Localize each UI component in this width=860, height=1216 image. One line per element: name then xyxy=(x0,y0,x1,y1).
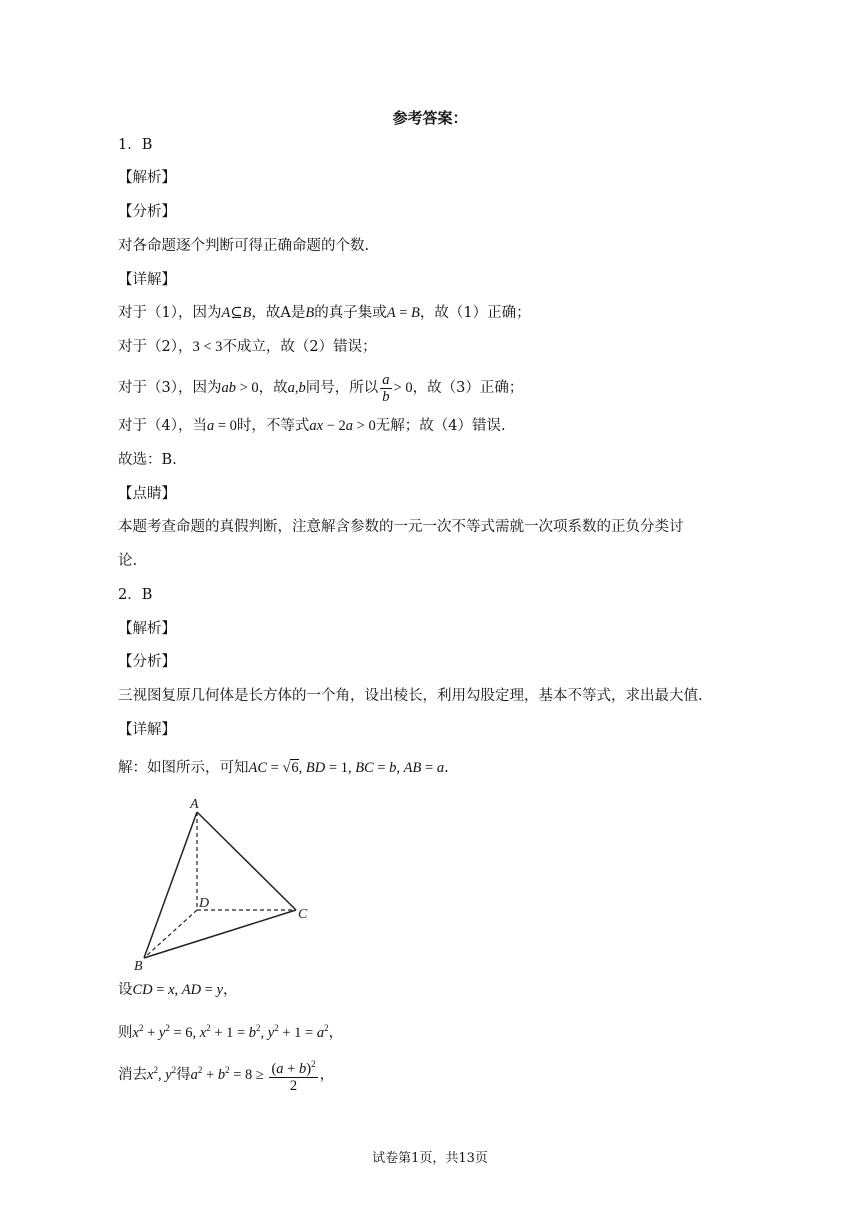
q1-xiangjie-heading: 【详解】 xyxy=(118,272,176,288)
math-expr: ax − 2a > 0 xyxy=(309,418,376,434)
text: ，故A是 xyxy=(251,305,306,321)
q1-fenxi-heading: 【分析】 xyxy=(118,204,176,220)
math-expr: a = 0 xyxy=(206,418,237,434)
text: 对于（1），因为 xyxy=(118,305,222,321)
q2-number: 2．B xyxy=(118,587,153,603)
q1-detail-line-3 xyxy=(118,370,523,406)
vertex-label-d: D xyxy=(199,896,210,911)
math-expr: $x^2$, $y^2$ xyxy=(147,1065,177,1083)
q2-fenxi-text: 三视图复原几何体是长方体的一个角，设出棱长，利用勾股定理，基本不等式，求出最大值. xyxy=(118,688,703,704)
q1-dianjing-heading: 【点睛】 xyxy=(118,486,176,502)
text: 解：如图所示，可知 xyxy=(118,760,249,776)
text: 消去 xyxy=(118,1066,147,1083)
page-footer: 试卷第1页，共13页 xyxy=(372,1151,488,1166)
text: 对于（3），因为 xyxy=(118,380,222,396)
vertex-label-b: B xyxy=(134,959,143,974)
math-expr: A⊆B xyxy=(221,305,252,321)
math-expr: 3 < 3 xyxy=(192,339,223,355)
text: ，故（1）正确； xyxy=(419,305,531,321)
math-expr: CD = x, AD = y xyxy=(132,982,223,998)
text: 则 xyxy=(118,1024,133,1041)
fraction-sum-squared: $\frac{(a + b)^2}{2}$ xyxy=(269,1056,317,1094)
q2-jiexi-heading: 【解析】 xyxy=(118,621,176,637)
q2-detail-line-3 xyxy=(118,1018,343,1043)
q1-dianjing-text-2: 论. xyxy=(118,553,138,569)
text: 设 xyxy=(118,982,133,998)
q2-xiangjie-heading: 【详解】 xyxy=(118,722,176,738)
vertex-label-a: A xyxy=(190,797,199,812)
text: . xyxy=(444,760,449,776)
text: ，故 xyxy=(258,380,288,396)
q2-fenxi-heading: 【分析】 xyxy=(118,654,176,670)
edge-ac xyxy=(197,812,296,910)
q1-fenxi-text: 对各命题逐个判断可得正确命题的个数. xyxy=(118,238,370,254)
text: 对于（2）， xyxy=(118,339,193,355)
math-expr: A = B xyxy=(386,305,420,321)
q2-detail-line-4 xyxy=(118,1048,334,1092)
q1-detail-line-2 xyxy=(118,337,377,357)
tetrahedron-figure xyxy=(128,790,328,975)
q1-number: 1．B xyxy=(118,137,153,153)
text: 对于（4），当 xyxy=(118,418,207,434)
text: 时，不等式 xyxy=(236,418,310,434)
q2-detail-line-1 xyxy=(118,758,449,778)
q1-dianjing-text-1: 本题考查命题的真假判断，注意解含参数的一元一次不等式需就一次项系数的正负分类讨 xyxy=(118,519,684,535)
text: 的真子集或 xyxy=(314,305,387,321)
edge-ab xyxy=(144,812,197,958)
page-title: 参考答案： xyxy=(392,109,468,127)
vertex-label-c: C xyxy=(298,907,308,922)
math-expr: > 0 xyxy=(393,380,413,396)
edge-bc xyxy=(144,910,296,958)
text: ， xyxy=(223,982,238,998)
text: 得 xyxy=(176,1066,191,1083)
q1-answer: 故选：B. xyxy=(118,452,177,468)
math-expr: $a^2 + b^2 = 8$ ≥ xyxy=(190,1065,268,1083)
text: 同号，所以 xyxy=(305,380,379,396)
text: 无解；故（4）错误. xyxy=(375,418,506,434)
q2-detail-line-2 xyxy=(118,980,238,1000)
text: ， xyxy=(319,1066,335,1083)
text: ， xyxy=(328,1024,344,1041)
q1-detail-line-1 xyxy=(118,303,531,323)
text: 不成立，故（2）错误； xyxy=(222,339,377,355)
fraction-a-over-b: $\frac{a}{b}$ xyxy=(382,371,390,405)
math-expr: ab > 0 xyxy=(221,380,259,396)
q1-detail-line-4 xyxy=(118,416,506,436)
math-expr: $x^2 + y^2 = 6$, $x^2 + 1 = b^2$, $y^2 + 1 = a^2$ xyxy=(132,1023,329,1041)
math-expr: a,b xyxy=(287,380,306,396)
q1-jiexi-heading: 【解析】 xyxy=(118,170,176,186)
math-expr: B xyxy=(305,305,315,321)
text: ，故（3）正确； xyxy=(412,380,524,396)
math-expr: AC = √6, BD = 1, BC = b, AB = a xyxy=(248,760,445,776)
